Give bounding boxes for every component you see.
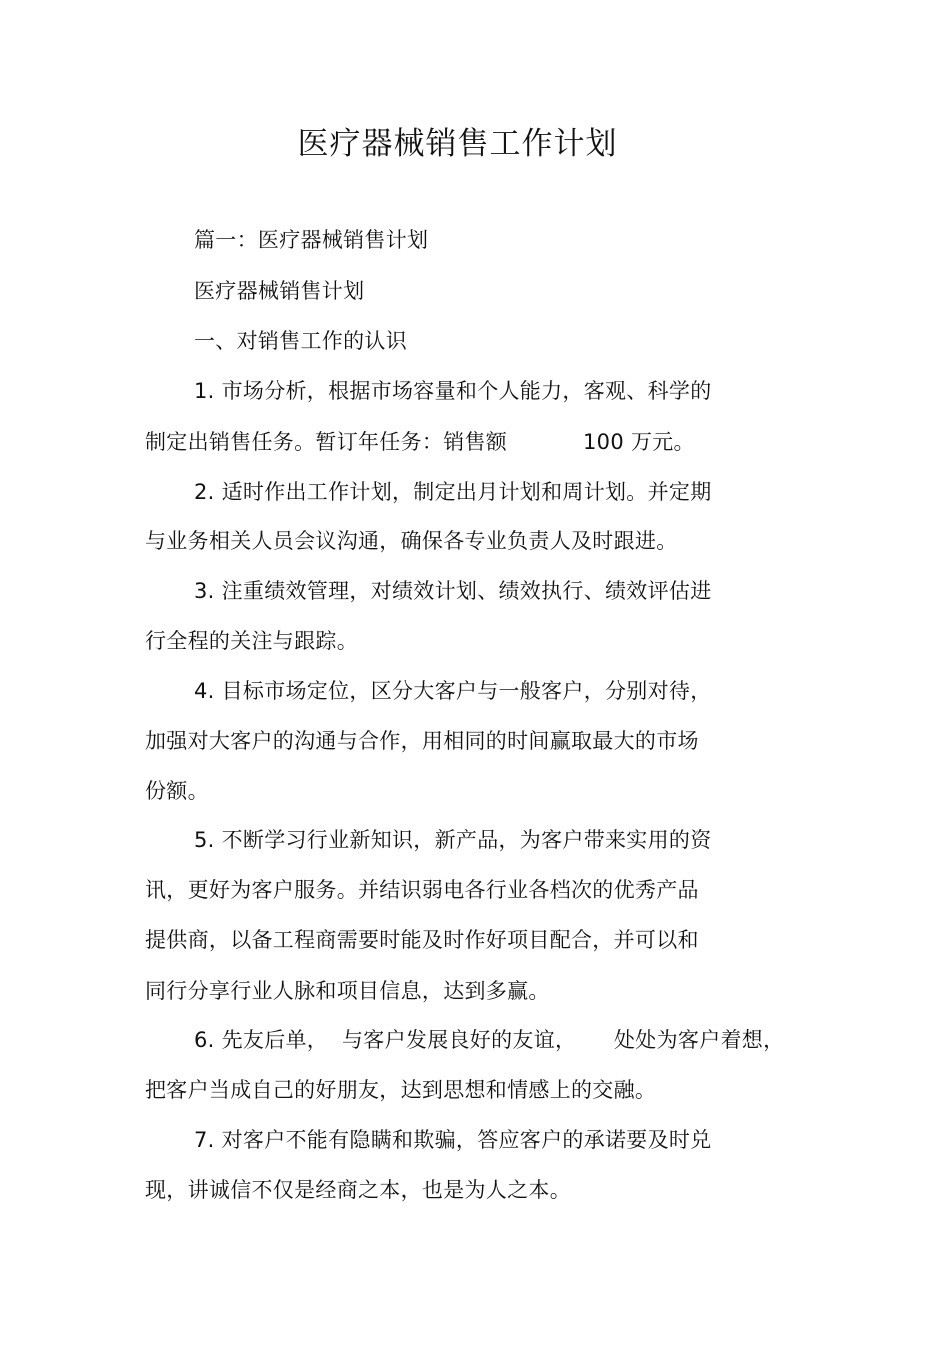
paragraph-6-part-3: 处处为客户着想， — [614, 1028, 785, 1052]
paragraph-4-line-1: 4. 目标市场定位，区分大客户与一般客户，分别对待， — [194, 679, 712, 703]
paragraph-6-part-2: 与客户发展良好的友谊， — [342, 1028, 577, 1052]
paragraph-5-line-1: 5. 不断学习行业新知识，新产品，为客户带来实用的资 — [194, 828, 712, 852]
paragraph-6-line-1 — [194, 1025, 794, 1055]
document-subtitle: 医疗器械销售计划 — [194, 279, 365, 303]
paragraph-1-line-2 — [145, 427, 845, 457]
article-heading: 篇一：医疗器械销售计划 — [194, 228, 429, 252]
paragraph-1-text: 制定出销售任务。暂订年任务：销售额 — [145, 430, 508, 454]
paragraph-3-line-1: 3. 注重绩效管理，对绩效计划、绩效执行、绩效评估进 — [194, 579, 712, 603]
paragraph-5-line-4: 同行分享行业人脉和项目信息，达到多赢。 — [145, 979, 550, 1003]
paragraph-7-line-1: 7. 对客户不能有隐瞒和欺骗，答应客户的承诺要及时兑 — [194, 1128, 712, 1152]
paragraph-2-line-1: 2. 适时作出工作计划，制定出月计划和周计划。并定期 — [194, 480, 712, 504]
paragraph-3-line-2: 行全程的关注与跟踪。 — [145, 629, 358, 653]
paragraph-4-line-2: 加强对大客户的沟通与合作，用相同的时间赢取最大的市场 — [145, 729, 699, 753]
paragraph-5-line-2: 讯，更好为客户服务。并结识弱电各行业各档次的优秀产品 — [145, 878, 699, 902]
sales-target-amount: 100 万元。 — [583, 430, 695, 454]
paragraph-6-part-1: 6. 先友后单， — [194, 1028, 329, 1052]
paragraph-1-line-1: 1. 市场分析，根据市场容量和个人能力，客观、科学的 — [194, 379, 712, 403]
paragraph-4-line-3: 份额。 — [145, 779, 209, 803]
paragraph-5-line-3: 提供商，以备工程商需要时能及时作好项目配合，并可以和 — [145, 928, 699, 952]
paragraph-6-line-2: 把客户当成自己的好朋友，达到思想和情感上的交融。 — [145, 1078, 657, 1102]
section-heading: 一、对销售工作的认识 — [194, 329, 407, 353]
paragraph-7-line-2: 现，讲诚信不仅是经商之本，也是为人之本。 — [145, 1178, 571, 1202]
paragraph-2-line-2: 与业务相关人员会议沟通，确保各专业负责人及时跟进。 — [145, 529, 678, 553]
document-title: 医疗器械销售工作计划 — [297, 126, 618, 162]
